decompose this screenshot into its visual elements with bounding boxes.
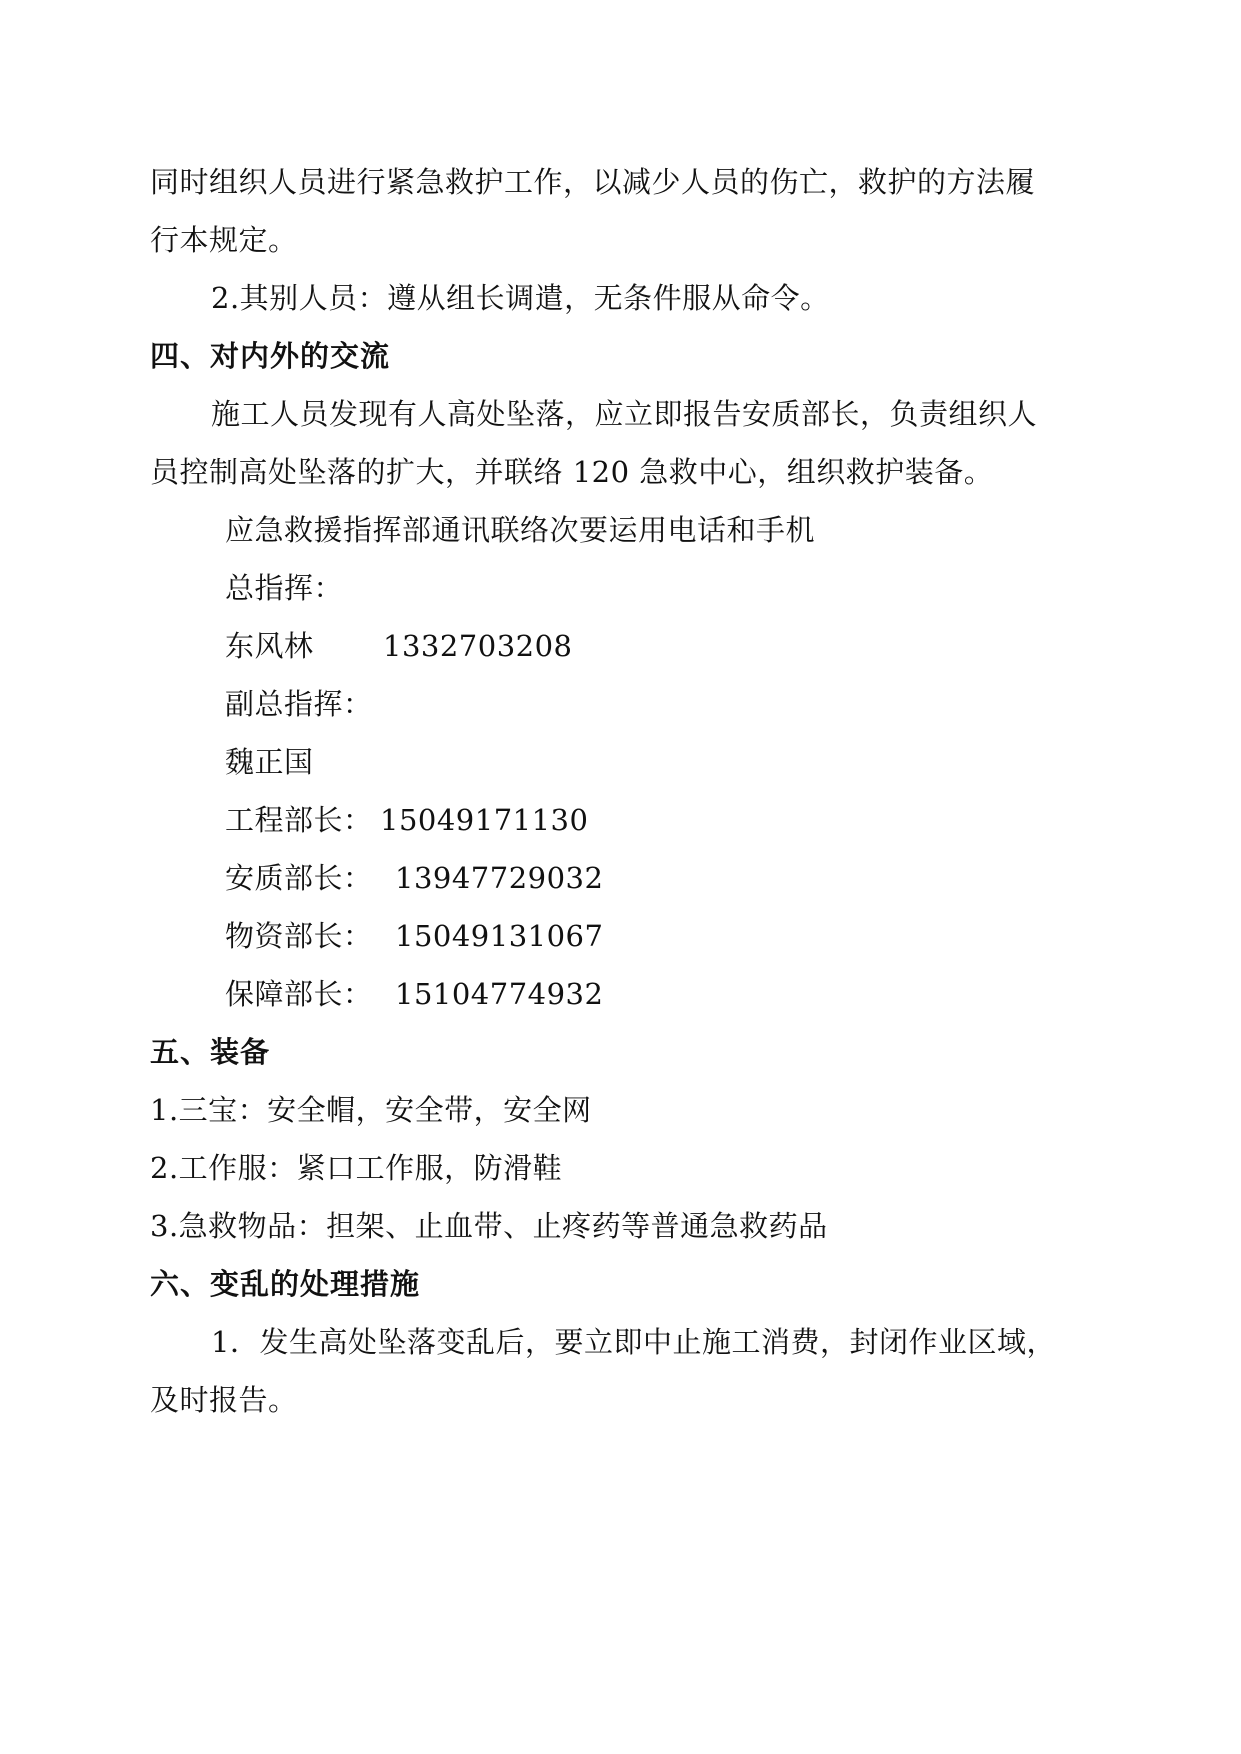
section5-heading: 五、装备 <box>150 1035 271 1069</box>
contact-phone: 15104774932 <box>395 977 604 1011</box>
chief-label: 总指挥： <box>225 571 344 605</box>
contact-intro: 应急救援指挥部通讯联络次要运用电话和手机 <box>225 513 816 547</box>
section4-heading: 四、对内外的交流 <box>150 339 391 373</box>
section6-heading: 六、变乱的处理措施 <box>150 1267 421 1301</box>
section6-paragraph-line-2: 及时报告。 <box>150 1383 298 1417</box>
section4-paragraph-line-1: 施工人员发现有人高处坠落，应立即报告安质部长，负责组织人 <box>211 397 1038 431</box>
equipment-item: 1.三宝：安全帽，安全带，安全网 <box>150 1093 592 1127</box>
deputy-name: 魏正国 <box>225 745 314 779</box>
contact-row <box>225 858 603 898</box>
contact-row <box>225 974 603 1014</box>
equipment-item: 2.工作服：紧口工作服，防滑鞋 <box>150 1151 563 1185</box>
contact-phone: 15049171130 <box>380 803 589 837</box>
contact-role: 安质部长： <box>225 861 373 895</box>
chief-phone: 1332703208 <box>383 629 573 663</box>
section6-paragraph-line-1: 1．发生高处坠落变乱后，要立即中止施工消费，封闭作业区域， <box>211 1325 1056 1359</box>
section4-paragraph-line-2: 员控制高处坠落的扩大，并联络 120 急救中心，组织救护装备。 <box>150 455 994 489</box>
contact-role: 工程部长： <box>225 803 373 837</box>
contact-row <box>225 800 588 840</box>
contact-phone: 15049131067 <box>395 919 604 953</box>
contact-row <box>225 916 603 956</box>
section3-paragraph-line-1: 同时组织人员进行紧急救护工作，以减少人员的伤亡，救护的方法履 <box>150 165 1036 199</box>
contact-role: 保障部长： <box>225 977 373 1011</box>
equipment-item: 3.急救物品：担架、止血带、止疼药等普通急救药品 <box>150 1209 828 1243</box>
contact-phone: 13947729032 <box>395 861 604 895</box>
deputy-label: 副总指挥： <box>225 687 373 721</box>
chief-contact-row <box>225 626 573 666</box>
section3-paragraph-line-2: 行本规定。 <box>150 223 298 257</box>
contact-role: 物资部长： <box>225 919 373 953</box>
chief-name: 东风林 <box>225 629 314 663</box>
section3-item-2: 2.其别人员：遵从组长调遣，无条件服从命令。 <box>211 281 830 315</box>
